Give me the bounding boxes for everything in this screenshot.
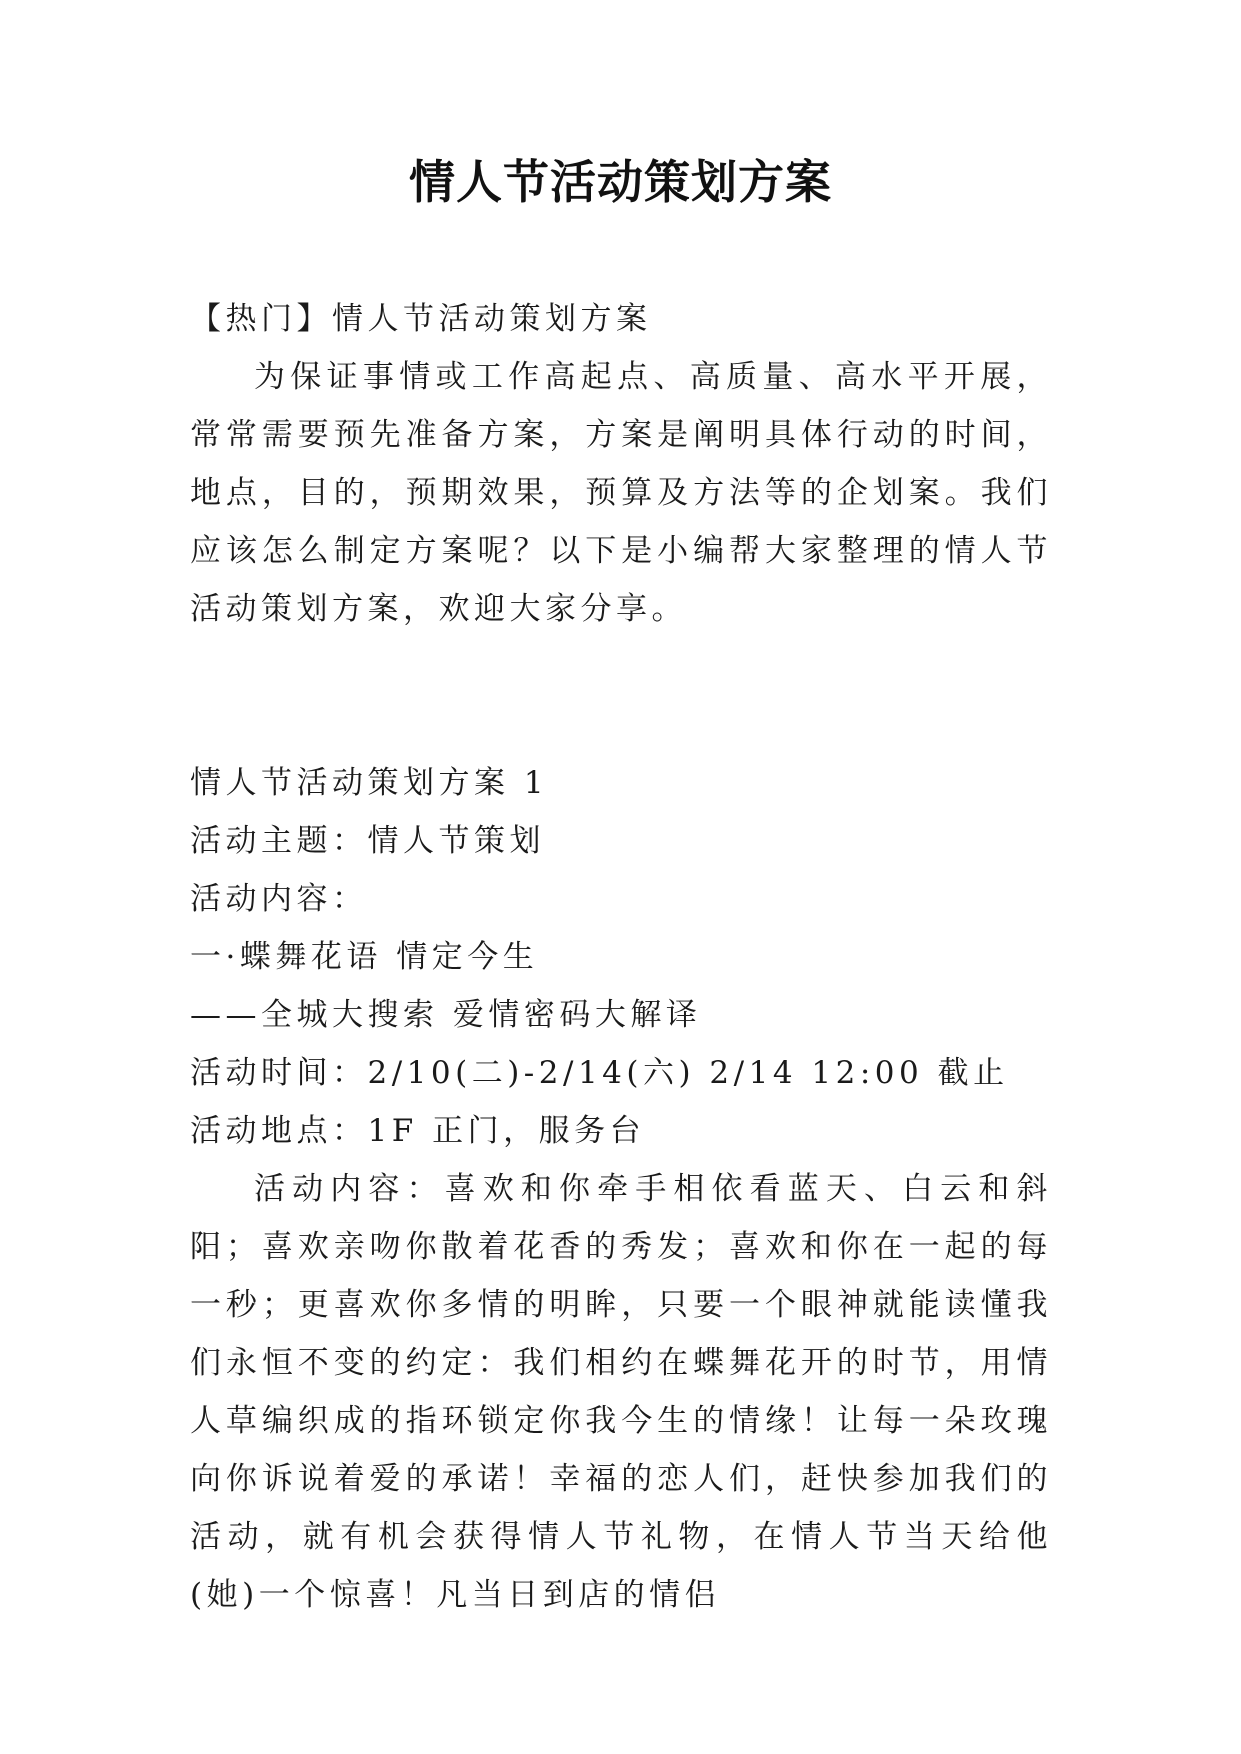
section-heading: 情人节活动策划方案 1	[190, 765, 549, 801]
part-one-subtitle: ——全城大搜索 爱情密码大解译	[190, 997, 702, 1033]
intro-paragraph: 为保证事情或工作高起点、高质量、高水平开展，常常需要预先准备方案，方案是阐明具体行动的时间，地点，目的，预期效果，预算及方法等的企划案。我们应该怎么制定方案呢？以下是小编帮大家整理的情人节活动策划方案，欢迎大家分享。	[190, 359, 1052, 627]
activity-theme-line: 活动主题：情人节策划	[190, 823, 545, 859]
section-spacer	[190, 638, 1052, 754]
activity-content-label: 活动内容：	[190, 881, 368, 917]
part-one-heading: 一·蝶舞花语 情定今生	[190, 939, 539, 975]
activity-place-line: 活动地点：1F 正门，服务台	[190, 1113, 646, 1149]
intro-heading: 【热门】情人节活动策划方案	[190, 301, 652, 337]
activity-content-paragraph: 活动内容：喜欢和你牵手相依看蓝天、白云和斜阳；喜欢亲吻你散着花香的秀发；喜欢和你在一起的每一秒；更喜欢你多情的明眸，只要一个眼神就能读懂我们永恒不变的约定：我们相约在蝶舞花开的时节，用情人草编织成的指环锁定你我今生的情缘！让每一朵玫瑰向你诉说着爱的承诺！幸福的恋人们，赶快参加我们的活动，就有机会获得情人节礼物，在情人节当天给他(她)一个惊喜！凡当日到店的情侣	[190, 1171, 1052, 1613]
document-title: 情人节活动策划方案	[409, 155, 832, 209]
document-body	[190, 290, 1052, 1624]
activity-time-line: 活动时间：2/10(二)-2/14(六) 2/14 12:00 截止	[190, 1055, 1009, 1091]
